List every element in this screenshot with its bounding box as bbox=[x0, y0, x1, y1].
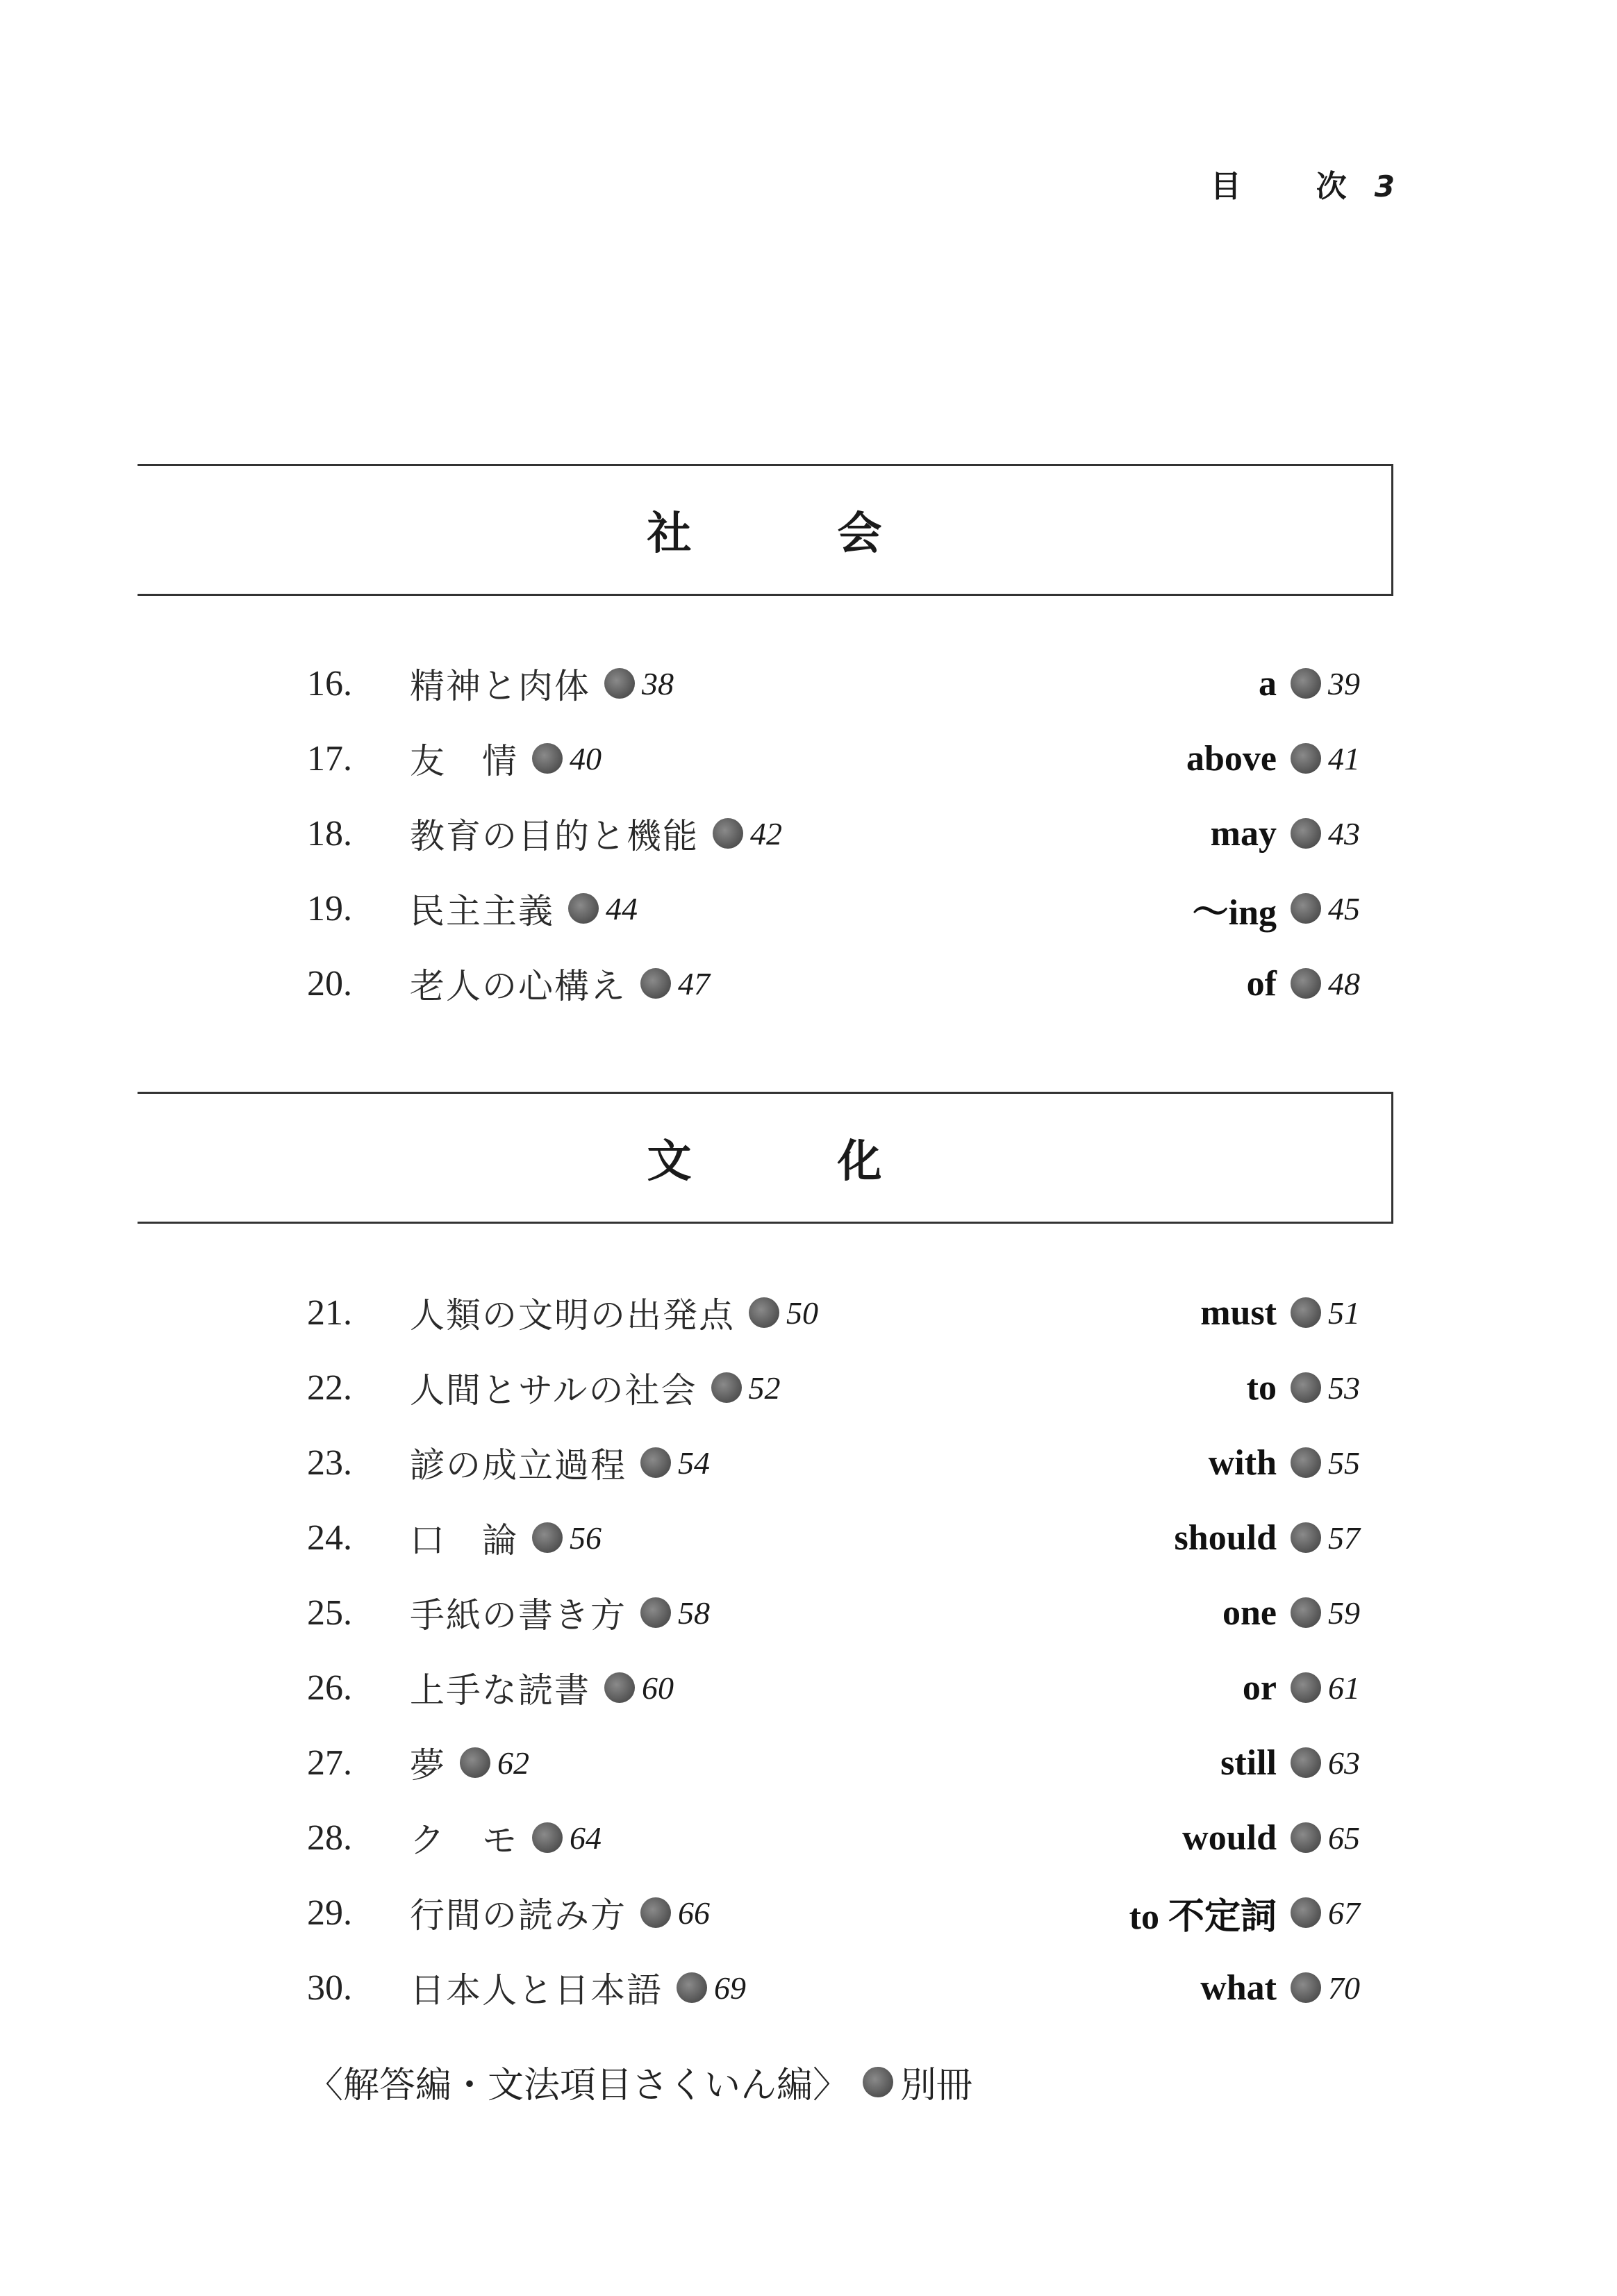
entry-page: 47 bbox=[678, 965, 710, 1001]
toc-entry bbox=[307, 946, 1360, 1021]
toc-entry bbox=[307, 871, 1360, 946]
entry-page: 62 bbox=[497, 1745, 529, 1781]
bullet-dot-icon bbox=[640, 1597, 671, 1628]
bullet-dot-icon bbox=[604, 668, 635, 699]
entry-number: 27. bbox=[307, 1742, 352, 1783]
grammar-page: 65 bbox=[1328, 1820, 1360, 1856]
section-heading-culture bbox=[138, 1092, 1393, 1224]
bullet-dot-icon bbox=[677, 1972, 707, 2003]
bullet-dot-icon bbox=[1291, 1747, 1321, 1778]
entry-number: 17. bbox=[307, 738, 352, 779]
grammar-point bbox=[1200, 1275, 1360, 1350]
grammar-page: 57 bbox=[1328, 1520, 1360, 1556]
bullet-dot-icon bbox=[532, 1522, 563, 1553]
entry-number: 26. bbox=[307, 1667, 352, 1708]
grammar-point bbox=[1209, 1425, 1360, 1500]
entry-title: 教育の目的と機能 bbox=[410, 816, 699, 856]
grammar-label: would bbox=[1182, 1817, 1277, 1858]
grammar-label: ～ing bbox=[1192, 892, 1277, 933]
entry-title: 民主主義 bbox=[410, 891, 554, 931]
entry-title: 友 情 bbox=[410, 741, 518, 781]
grammar-label: still bbox=[1220, 1742, 1277, 1783]
toc-entry bbox=[307, 1350, 1360, 1425]
grammar-page: 63 bbox=[1328, 1745, 1360, 1781]
entry-number: 23. bbox=[307, 1442, 352, 1483]
entry-number: 30. bbox=[307, 1968, 352, 2008]
page-number: 3 bbox=[1374, 169, 1395, 203]
toc-list-culture bbox=[307, 1275, 1360, 2025]
grammar-point bbox=[1186, 721, 1360, 796]
entry-title: 夢 bbox=[410, 1745, 446, 1786]
bullet-dot-icon bbox=[1291, 1597, 1321, 1628]
appendix-label: 〈解答編・文法項目さくいん編〉 bbox=[307, 2065, 849, 2106]
grammar-point bbox=[1259, 646, 1360, 721]
entry-page: 58 bbox=[678, 1595, 710, 1631]
bullet-dot-icon bbox=[1291, 1897, 1321, 1928]
bullet-dot-icon bbox=[604, 1672, 635, 1703]
grammar-label: must bbox=[1200, 1292, 1277, 1333]
entry-title: 人類の文明の出発点 bbox=[410, 1295, 735, 1336]
bullet-dot-icon bbox=[1291, 668, 1321, 699]
entry-number: 29. bbox=[307, 1892, 352, 1933]
bullet-dot-icon bbox=[711, 1372, 742, 1403]
grammar-label: one bbox=[1222, 1592, 1277, 1633]
bullet-dot-icon bbox=[640, 968, 671, 999]
grammar-page: 55 bbox=[1328, 1445, 1360, 1481]
entry-page: 66 bbox=[678, 1895, 710, 1931]
toc-entry bbox=[307, 1725, 1360, 1800]
grammar-page: 53 bbox=[1328, 1370, 1360, 1406]
grammar-point bbox=[1211, 796, 1360, 871]
toc-entry bbox=[307, 721, 1360, 796]
grammar-label: should bbox=[1174, 1517, 1277, 1558]
appendix-value: 別冊 bbox=[900, 2065, 973, 2106]
grammar-page: 61 bbox=[1328, 1670, 1360, 1706]
bullet-dot-icon bbox=[640, 1897, 671, 1928]
grammar-page: 39 bbox=[1328, 665, 1360, 701]
section-title: 社会 bbox=[647, 508, 1028, 560]
toc-entry bbox=[307, 1800, 1360, 1875]
entry-number: 16. bbox=[307, 663, 352, 704]
entry-page: 38 bbox=[642, 665, 674, 701]
entry-page: 52 bbox=[748, 1370, 781, 1406]
grammar-label: may bbox=[1210, 813, 1277, 854]
entry-title: 日本人と日本語 bbox=[410, 1970, 663, 2011]
grammar-page: 67 bbox=[1328, 1895, 1360, 1931]
bullet-dot-icon bbox=[1291, 1522, 1321, 1553]
bullet-dot-icon bbox=[1291, 893, 1321, 924]
entry-page: 42 bbox=[750, 815, 782, 851]
appendix-note bbox=[307, 2056, 972, 2108]
section-title: 文化 bbox=[647, 1136, 1028, 1188]
entry-number: 24. bbox=[307, 1517, 352, 1558]
grammar-point bbox=[1193, 871, 1360, 946]
grammar-label: above bbox=[1186, 738, 1277, 779]
grammar-label: what bbox=[1200, 1968, 1277, 2008]
grammar-page: 43 bbox=[1328, 815, 1360, 851]
grammar-label: of bbox=[1246, 963, 1277, 1004]
grammar-point bbox=[1247, 946, 1360, 1021]
bullet-dot-icon bbox=[1291, 1822, 1321, 1853]
grammar-point bbox=[1220, 1725, 1360, 1800]
entry-page: 56 bbox=[570, 1520, 602, 1556]
entry-number: 28. bbox=[307, 1817, 352, 1858]
section-heading-society bbox=[138, 464, 1393, 596]
bullet-dot-icon bbox=[640, 1447, 671, 1478]
grammar-page: 45 bbox=[1328, 890, 1360, 926]
entry-number: 20. bbox=[307, 963, 352, 1004]
entry-title: 人間とサルの社会 bbox=[410, 1370, 697, 1411]
entry-page: 60 bbox=[642, 1670, 674, 1706]
grammar-point bbox=[1129, 1875, 1360, 1950]
toc-entry bbox=[307, 1425, 1360, 1500]
grammar-page: 70 bbox=[1328, 1970, 1360, 2006]
toc-list-society bbox=[307, 646, 1360, 1021]
entry-title: 行間の読み方 bbox=[410, 1895, 627, 1936]
entry-page: 40 bbox=[570, 740, 602, 776]
grammar-point bbox=[1200, 1950, 1360, 2025]
bullet-dot-icon bbox=[749, 1297, 779, 1328]
grammar-label: a bbox=[1259, 663, 1277, 704]
toc-entry bbox=[307, 1500, 1360, 1575]
entry-page: 50 bbox=[786, 1295, 818, 1331]
entry-number: 21. bbox=[307, 1292, 352, 1333]
bullet-dot-icon bbox=[713, 818, 743, 849]
entry-page: 54 bbox=[678, 1445, 710, 1481]
bullet-dot-icon bbox=[1291, 1972, 1321, 2003]
bullet-dot-icon bbox=[863, 2067, 893, 2097]
entry-number: 22. bbox=[307, 1367, 352, 1408]
grammar-page: 59 bbox=[1328, 1595, 1360, 1631]
running-header bbox=[1211, 161, 1395, 206]
entry-title: 諺の成立過程 bbox=[410, 1445, 627, 1486]
bullet-dot-icon bbox=[460, 1747, 490, 1778]
grammar-point bbox=[1243, 1650, 1360, 1725]
grammar-label: to 不定詞 bbox=[1129, 1897, 1277, 1937]
header-part1: 目 bbox=[1210, 169, 1241, 204]
entry-number: 19. bbox=[307, 888, 352, 929]
grammar-point bbox=[1247, 1350, 1360, 1425]
grammar-page: 51 bbox=[1328, 1295, 1360, 1331]
entry-page: 64 bbox=[570, 1820, 602, 1856]
grammar-point bbox=[1175, 1500, 1360, 1575]
bullet-dot-icon bbox=[532, 1822, 563, 1853]
toc-entry bbox=[307, 1950, 1360, 2025]
grammar-point bbox=[1222, 1575, 1360, 1650]
entry-number: 18. bbox=[307, 813, 352, 854]
bullet-dot-icon bbox=[1291, 1672, 1321, 1703]
entry-title: 口 論 bbox=[410, 1520, 518, 1561]
entry-page: 44 bbox=[606, 890, 638, 926]
grammar-label: or bbox=[1242, 1667, 1277, 1708]
entry-title: 精神と肉体 bbox=[410, 666, 590, 706]
bullet-dot-icon bbox=[1291, 1447, 1321, 1478]
bullet-dot-icon bbox=[532, 743, 563, 774]
bullet-dot-icon bbox=[1291, 818, 1321, 849]
grammar-page: 41 bbox=[1328, 740, 1360, 776]
entry-number: 25. bbox=[307, 1592, 352, 1633]
bullet-dot-icon bbox=[1291, 1372, 1321, 1403]
bullet-dot-icon bbox=[1291, 1297, 1321, 1328]
entry-title: 老人の心構え bbox=[410, 966, 627, 1006]
toc-entry bbox=[307, 1275, 1360, 1350]
grammar-page: 48 bbox=[1328, 965, 1360, 1001]
bullet-dot-icon bbox=[568, 893, 599, 924]
grammar-label: with bbox=[1208, 1442, 1277, 1483]
entry-page: 69 bbox=[714, 1970, 746, 2006]
header-part2: 次 bbox=[1316, 169, 1347, 204]
grammar-point bbox=[1182, 1800, 1360, 1875]
toc-entry bbox=[307, 1575, 1360, 1650]
entry-title: 手紙の書き方 bbox=[410, 1595, 627, 1636]
toc-entry bbox=[307, 796, 1360, 871]
toc-entry bbox=[307, 1875, 1360, 1950]
grammar-label: to bbox=[1246, 1367, 1277, 1408]
toc-entry bbox=[307, 1650, 1360, 1725]
toc-entry bbox=[307, 646, 1360, 721]
bullet-dot-icon bbox=[1291, 743, 1321, 774]
bullet-dot-icon bbox=[1291, 968, 1321, 999]
entry-title: 上手な読書 bbox=[410, 1670, 590, 1711]
entry-title: ク モ bbox=[410, 1820, 518, 1861]
